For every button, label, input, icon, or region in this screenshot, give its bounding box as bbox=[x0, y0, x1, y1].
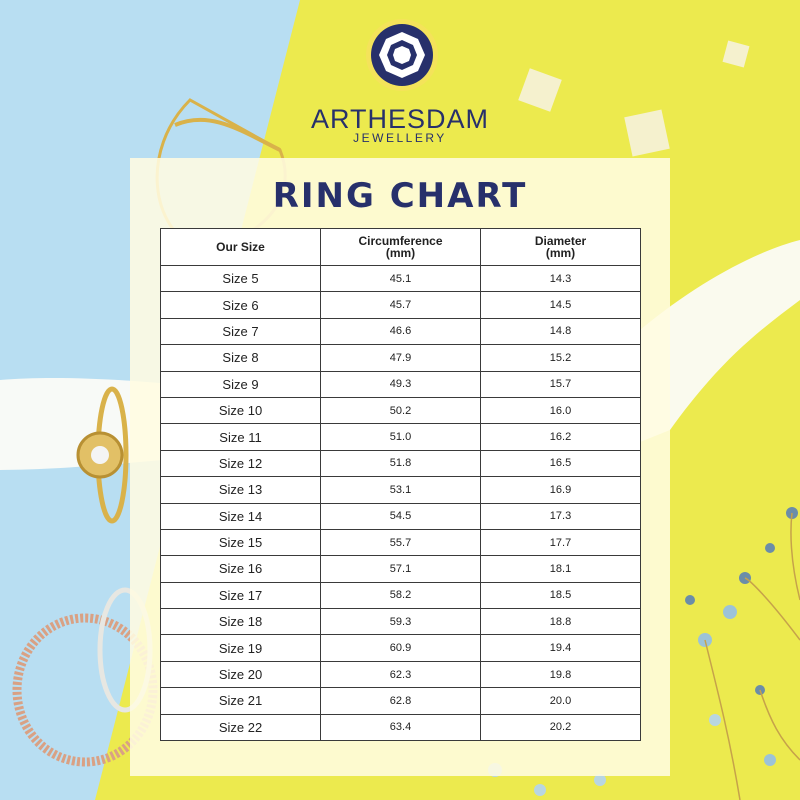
diameter-cell: 18.1 bbox=[481, 556, 641, 582]
size-cell: Size 21 bbox=[161, 688, 321, 714]
brand-logo-icon bbox=[365, 18, 439, 92]
brand-name: ARTHESDAM bbox=[310, 104, 490, 134]
circumference-cell: 58.2 bbox=[321, 582, 481, 608]
table-row bbox=[161, 345, 641, 371]
diameter-cell: 16.9 bbox=[481, 477, 641, 503]
header-diameter: Diameter (mm) bbox=[481, 229, 641, 266]
table-row bbox=[161, 397, 641, 423]
circumference-cell: 59.3 bbox=[321, 609, 481, 635]
circumference-cell: 62.3 bbox=[321, 661, 481, 687]
diameter-cell: 14.5 bbox=[481, 292, 641, 318]
size-cell: Size 11 bbox=[161, 424, 321, 450]
table-row bbox=[161, 609, 641, 635]
table-row bbox=[161, 292, 641, 318]
diameter-cell: 14.3 bbox=[481, 266, 641, 292]
table-row bbox=[161, 424, 641, 450]
size-cell: Size 14 bbox=[161, 503, 321, 529]
circumference-cell: 54.5 bbox=[321, 503, 481, 529]
table-row bbox=[161, 661, 641, 687]
size-cell: Size 7 bbox=[161, 318, 321, 344]
size-cell: Size 17 bbox=[161, 582, 321, 608]
brand-subtitle: JEWELLERY bbox=[353, 131, 447, 145]
diameter-cell: 19.4 bbox=[481, 635, 641, 661]
circumference-cell: 47.9 bbox=[321, 345, 481, 371]
circumference-cell: 45.7 bbox=[321, 292, 481, 318]
size-cell: Size 16 bbox=[161, 556, 321, 582]
size-cell: Size 12 bbox=[161, 450, 321, 476]
diameter-cell: 16.5 bbox=[481, 450, 641, 476]
diameter-cell: 15.2 bbox=[481, 345, 641, 371]
diameter-cell: 15.7 bbox=[481, 371, 641, 397]
ring-size-table bbox=[160, 228, 641, 741]
table-row bbox=[161, 582, 641, 608]
table-row bbox=[161, 371, 641, 397]
circumference-cell: 55.7 bbox=[321, 529, 481, 555]
size-cell: Size 5 bbox=[161, 266, 321, 292]
diameter-cell: 18.5 bbox=[481, 582, 641, 608]
table-row bbox=[161, 503, 641, 529]
size-cell: Size 13 bbox=[161, 477, 321, 503]
size-cell: Size 9 bbox=[161, 371, 321, 397]
table-row bbox=[161, 556, 641, 582]
table-row bbox=[161, 450, 641, 476]
table-row bbox=[161, 529, 641, 555]
table-row bbox=[161, 688, 641, 714]
circumference-cell: 46.6 bbox=[321, 318, 481, 344]
size-cell: Size 20 bbox=[161, 661, 321, 687]
circumference-cell: 53.1 bbox=[321, 477, 481, 503]
size-cell: Size 10 bbox=[161, 397, 321, 423]
diameter-cell: 16.0 bbox=[481, 397, 641, 423]
table-header-row bbox=[161, 229, 641, 266]
size-cell: Size 15 bbox=[161, 529, 321, 555]
circumference-cell: 62.8 bbox=[321, 688, 481, 714]
table-row bbox=[161, 266, 641, 292]
size-cell: Size 19 bbox=[161, 635, 321, 661]
table-row bbox=[161, 477, 641, 503]
header-circumference: Circumference (mm) bbox=[321, 229, 481, 266]
circumference-cell: 57.1 bbox=[321, 556, 481, 582]
diameter-cell: 20.0 bbox=[481, 688, 641, 714]
circumference-cell: 50.2 bbox=[321, 397, 481, 423]
size-cell: Size 8 bbox=[161, 345, 321, 371]
circumference-cell: 51.0 bbox=[321, 424, 481, 450]
chart-title: RING CHART bbox=[272, 176, 528, 216]
diameter-cell: 14.8 bbox=[481, 318, 641, 344]
diameter-cell: 16.2 bbox=[481, 424, 641, 450]
diameter-cell: 20.2 bbox=[481, 714, 641, 740]
size-cell: Size 22 bbox=[161, 714, 321, 740]
circumference-cell: 60.9 bbox=[321, 635, 481, 661]
size-cell: Size 18 bbox=[161, 609, 321, 635]
circumference-cell: 45.1 bbox=[321, 266, 481, 292]
circumference-cell: 63.4 bbox=[321, 714, 481, 740]
circumference-cell: 49.3 bbox=[321, 371, 481, 397]
circumference-cell: 51.8 bbox=[321, 450, 481, 476]
table-row bbox=[161, 635, 641, 661]
size-cell: Size 6 bbox=[161, 292, 321, 318]
diameter-cell: 18.8 bbox=[481, 609, 641, 635]
diameter-cell: 17.3 bbox=[481, 503, 641, 529]
header-our-size: Our Size bbox=[161, 229, 321, 266]
diameter-cell: 19.8 bbox=[481, 661, 641, 687]
diameter-cell: 17.7 bbox=[481, 529, 641, 555]
table-row bbox=[161, 318, 641, 344]
table-row bbox=[161, 714, 641, 740]
